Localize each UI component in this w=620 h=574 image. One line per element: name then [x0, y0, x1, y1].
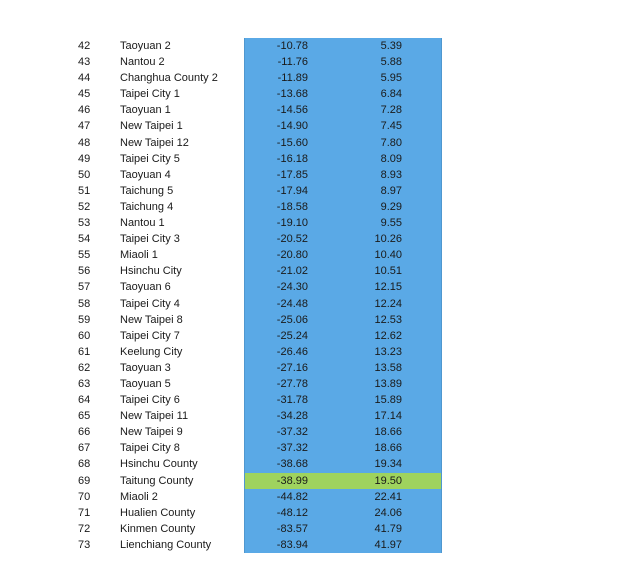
value2-cell: 8.97	[380, 184, 402, 197]
district-name-cell: Taoyuan 2	[120, 40, 171, 52]
rank-cell: 60	[78, 329, 91, 342]
rank-cell: 62	[78, 361, 91, 374]
value1-cell: -48.12	[276, 506, 308, 519]
value1-cell: -16.18	[276, 152, 308, 165]
value1-cell: -37.32	[276, 442, 308, 455]
value2-cell: 15.89	[374, 394, 402, 407]
value2-cell: 7.28	[380, 104, 402, 117]
district-name-cell: Taipei City 7	[120, 329, 180, 342]
value2-cell: 24.06	[374, 506, 402, 519]
rank-cell: 43	[78, 56, 91, 69]
value2-cell: 7.45	[380, 120, 402, 133]
value1-cell: -14.90	[276, 120, 308, 133]
value2-cell: 10.26	[374, 233, 402, 246]
rank-cell: 55	[78, 249, 91, 262]
district-name-cell: Nantou 1	[120, 217, 165, 230]
district-name-cell: Taipei City 4	[120, 297, 180, 310]
value1-cell: -14.56	[276, 104, 308, 117]
table-row	[0, 296, 620, 312]
value1-cell: -83.57	[276, 522, 308, 535]
table-row	[0, 199, 620, 215]
rank-cell: 42	[78, 40, 91, 52]
value2-cell: 8.93	[380, 168, 402, 181]
district-name-cell: Miaoli 1	[120, 249, 158, 262]
rank-cell: 73	[78, 538, 91, 551]
district-name-cell: New Taipei 1	[120, 120, 183, 133]
table-row	[0, 167, 620, 183]
value1-cell: -27.16	[276, 361, 308, 374]
value1-cell: -11.89	[277, 72, 308, 85]
rank-cell: 46	[78, 104, 91, 117]
ranking-table	[0, 38, 620, 553]
rank-cell: 71	[78, 506, 91, 519]
rank-cell: 44	[78, 72, 91, 85]
value2-cell: 10.51	[374, 265, 402, 278]
value2-cell: 17.14	[374, 410, 402, 423]
rank-cell: 48	[78, 136, 91, 149]
district-name-cell: Taipei City 1	[120, 88, 180, 101]
value1-cell: -27.78	[276, 377, 308, 390]
rank-cell: 70	[78, 490, 91, 503]
value1-cell: -25.24	[276, 329, 308, 342]
rank-cell: 45	[78, 88, 91, 101]
value2-cell: 13.58	[374, 361, 402, 374]
table-row	[0, 440, 620, 456]
value1-cell: -18.58	[276, 200, 308, 213]
table-row	[0, 183, 620, 199]
table-row	[0, 263, 620, 279]
rank-cell: 72	[78, 522, 91, 535]
value2-cell: 5.39	[380, 40, 402, 52]
rank-cell: 68	[78, 458, 91, 471]
table-row	[0, 344, 620, 360]
value2-cell: 18.66	[374, 442, 402, 455]
value2-cell: 5.88	[380, 56, 402, 69]
value2-cell: 22.41	[374, 490, 402, 503]
value2-cell: 9.29	[380, 200, 402, 213]
table-row	[0, 424, 620, 440]
value1-cell: -83.94	[276, 538, 308, 551]
table-row	[0, 279, 620, 295]
table-row	[0, 231, 620, 247]
district-name-cell: Taoyuan 6	[120, 281, 171, 294]
table-row	[0, 505, 620, 521]
district-name-cell: Hualien County	[120, 506, 196, 519]
table-row	[0, 360, 620, 376]
district-name-cell: Miaoli 2	[120, 490, 158, 503]
table-row	[0, 392, 620, 408]
district-name-cell: Taipei City 8	[120, 442, 180, 455]
value1-cell: -25.06	[276, 313, 308, 326]
rank-cell: 65	[78, 410, 91, 423]
rank-cell: 50	[78, 168, 91, 181]
value2-cell: 41.97	[374, 538, 402, 551]
rank-cell: 52	[78, 200, 91, 213]
table-row	[0, 408, 620, 424]
rank-cell: 54	[78, 233, 91, 246]
district-name-cell: Taipei City 5	[120, 152, 180, 165]
table-row	[0, 521, 620, 537]
value2-cell: 6.84	[380, 88, 402, 101]
table-row	[0, 118, 620, 134]
value1-cell: -26.46	[276, 345, 308, 358]
table-row-highlighted	[0, 473, 620, 489]
district-name-cell: New Taipei 8	[120, 313, 183, 326]
rank-cell: 47	[78, 120, 91, 133]
value2-cell: 12.24	[374, 297, 402, 310]
value2-cell: 10.40	[374, 249, 402, 262]
table-row	[0, 38, 620, 54]
table-row	[0, 376, 620, 392]
value2-cell: 41.79	[374, 522, 402, 535]
table-row	[0, 102, 620, 118]
value1-cell: -44.82	[276, 490, 308, 503]
table-row	[0, 54, 620, 70]
value2-cell: 19.50	[374, 474, 402, 487]
table-row	[0, 489, 620, 505]
value2-cell: 7.80	[380, 136, 402, 149]
rank-cell: 69	[78, 474, 91, 487]
district-name-cell: New Taipei 9	[120, 426, 183, 439]
district-name-cell: Changhua County 2	[120, 72, 218, 85]
district-name-cell: Taichung 4	[120, 200, 174, 213]
table-row	[0, 151, 620, 167]
district-name-cell: Hsinchu City	[120, 265, 182, 278]
table-row	[0, 247, 620, 263]
value1-cell: -11.76	[277, 56, 308, 69]
value2-cell: 5.95	[380, 72, 402, 85]
district-name-cell: Hsinchu County	[120, 458, 198, 471]
district-name-cell: Taoyuan 4	[120, 168, 171, 181]
value2-cell: 12.62	[374, 329, 402, 342]
value1-cell: -19.10	[276, 217, 308, 230]
value2-cell: 13.23	[374, 345, 402, 358]
value1-cell: -17.85	[276, 168, 308, 181]
rank-cell: 59	[78, 313, 91, 326]
value1-cell: -20.80	[276, 249, 308, 262]
district-name-cell: Taoyuan 3	[120, 361, 171, 374]
value2-cell: 12.15	[374, 281, 402, 294]
value1-cell: -31.78	[276, 394, 308, 407]
value1-cell: -21.02	[276, 265, 308, 278]
value1-cell: -15.60	[276, 136, 308, 149]
table-row	[0, 456, 620, 472]
district-name-cell: Taoyuan 1	[120, 104, 171, 117]
value1-cell: -24.48	[276, 297, 308, 310]
district-name-cell: Taipei City 6	[120, 394, 180, 407]
table-row	[0, 312, 620, 328]
rank-cell: 63	[78, 377, 91, 390]
district-name-cell: Keelung City	[120, 345, 183, 358]
district-name-cell: Taichung 5	[120, 184, 174, 197]
rank-cell: 61	[78, 345, 91, 358]
district-name-cell: Taipei City 3	[120, 233, 180, 246]
district-name-cell: New Taipei 11	[120, 410, 189, 423]
value1-cell: -24.30	[276, 281, 308, 294]
district-name-cell: Kinmen County	[120, 522, 196, 535]
table-row	[0, 328, 620, 344]
district-name-cell: New Taipei 12	[120, 136, 189, 149]
table-row	[0, 135, 620, 151]
district-name-cell: Lienchiang County	[120, 538, 212, 551]
value1-cell: -38.68	[276, 458, 308, 471]
table-row	[0, 86, 620, 102]
district-name-cell: Taitung County	[120, 474, 194, 487]
table-row	[0, 70, 620, 86]
value1-cell: -38.99	[276, 474, 308, 487]
district-name-cell: Taoyuan 5	[120, 377, 171, 390]
rank-cell: 66	[78, 426, 91, 439]
table-row	[0, 215, 620, 231]
rank-cell: 67	[78, 442, 91, 455]
rank-cell: 56	[78, 265, 91, 278]
value1-cell: -17.94	[276, 184, 308, 197]
table-row	[0, 537, 620, 553]
rank-cell: 53	[78, 217, 91, 230]
rank-cell: 49	[78, 152, 91, 165]
rank-cell: 57	[78, 281, 91, 294]
value2-cell: 8.09	[380, 152, 402, 165]
value2-cell: 9.55	[380, 217, 402, 230]
value1-cell: -13.68	[276, 88, 308, 101]
value2-cell: 13.89	[374, 377, 402, 390]
value1-cell: -37.32	[276, 426, 308, 439]
rank-cell: 58	[78, 297, 91, 310]
value1-cell: -10.78	[276, 40, 308, 52]
value2-cell: 19.34	[374, 458, 402, 471]
value1-cell: -34.28	[276, 410, 308, 423]
district-name-cell: Nantou 2	[120, 56, 165, 69]
value1-cell: -20.52	[276, 233, 308, 246]
rank-cell: 51	[78, 184, 91, 197]
value2-cell: 12.53	[374, 313, 402, 326]
rank-cell: 64	[78, 394, 91, 407]
value2-cell: 18.66	[374, 426, 402, 439]
